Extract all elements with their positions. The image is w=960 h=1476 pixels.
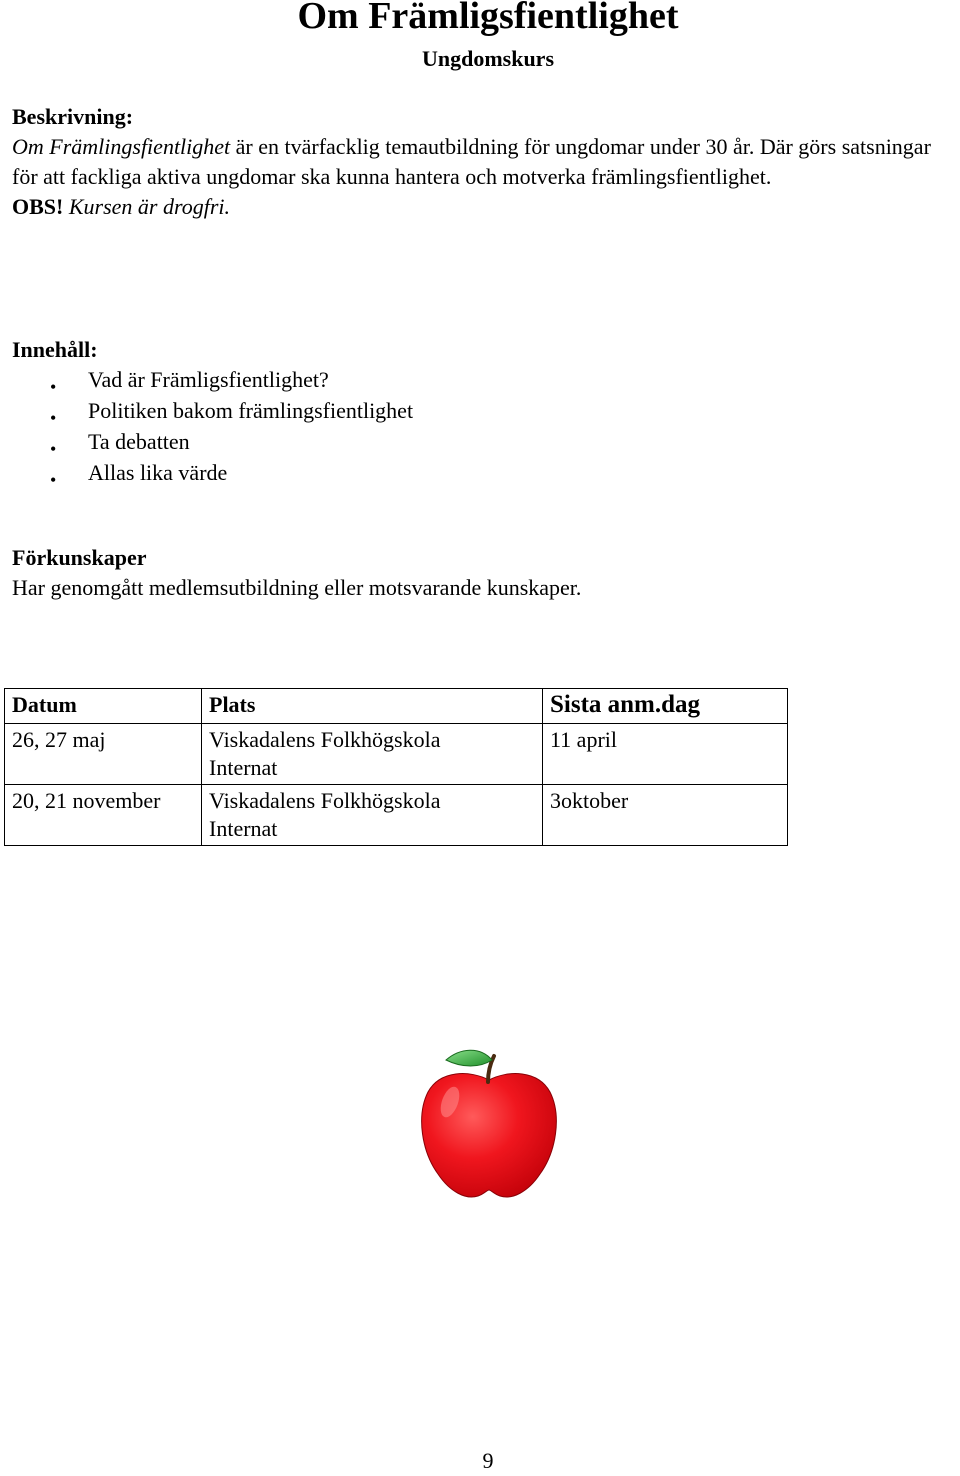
cell-place: [202, 785, 543, 846]
list-item-label: Allas lika värde: [88, 460, 228, 485]
description-section: [12, 102, 956, 222]
prerequisites-heading: Förkunskaper: [12, 545, 147, 570]
header-place: Plats: [202, 689, 543, 724]
list-item: [12, 458, 956, 489]
header-date: Datum: [5, 689, 202, 724]
page-subtitle: Ungdomskurs: [421, 46, 555, 71]
lodging: Internat: [209, 816, 278, 841]
description-text: [12, 132, 956, 192]
page-number: 9: [482, 1448, 494, 1473]
table-header-row: [5, 689, 788, 724]
schedule-table: [4, 688, 788, 846]
bullet-icon: •: [50, 439, 57, 459]
cell-date: 20, 21 november: [5, 785, 202, 846]
place-name: Viskadalens Folkhögskola: [209, 788, 441, 813]
place-name: Viskadalens Folkhögskola: [209, 727, 441, 752]
apple-icon: [418, 1040, 560, 1205]
content-list: [12, 365, 956, 489]
prerequisites-text: Har genomgått medlemsutbildning eller motsvarande kunskaper.: [12, 575, 582, 600]
cell-deadline: 11 april: [543, 724, 788, 785]
lodging: Internat: [209, 755, 278, 780]
cell-date: 26, 27 maj: [5, 724, 202, 785]
list-item-label: Ta debatten: [88, 429, 190, 454]
content-heading: Innehåll:: [12, 337, 98, 362]
list-item-label: Vad är Främligsfientlighet?: [88, 367, 329, 392]
prerequisites-section: [12, 543, 956, 603]
description-body: är en tvärfacklig temautbildning för ungdomar under 30 år. Där görs satsningar för att fackliga aktiva ungdomar ska kunna hantera och motverka främlingsfientlighet.: [12, 134, 931, 189]
header-deadline: Sista anm.dag: [543, 689, 788, 724]
table-row: [5, 785, 788, 846]
table-row: [5, 724, 788, 785]
obs-text: Kursen är drogfri.: [63, 194, 231, 219]
list-item: [12, 365, 956, 396]
obs-note: [12, 192, 956, 222]
cell-place: [202, 724, 543, 785]
page-title: Om Främligsfientlighet: [297, 0, 679, 37]
course-name: Om Främlingsfientlighet: [12, 134, 231, 159]
list-item: [12, 396, 956, 427]
bullet-icon: •: [50, 408, 57, 428]
list-item-label: Politiken bakom främlingsfientlighet: [88, 398, 414, 423]
description-heading: Beskrivning:: [12, 104, 134, 129]
list-item: [12, 427, 956, 458]
bullet-icon: •: [50, 377, 57, 397]
obs-label: OBS!: [12, 194, 64, 219]
bullet-icon: •: [50, 470, 57, 490]
content-section: [12, 335, 956, 489]
cell-deadline: 3oktober: [543, 785, 788, 846]
